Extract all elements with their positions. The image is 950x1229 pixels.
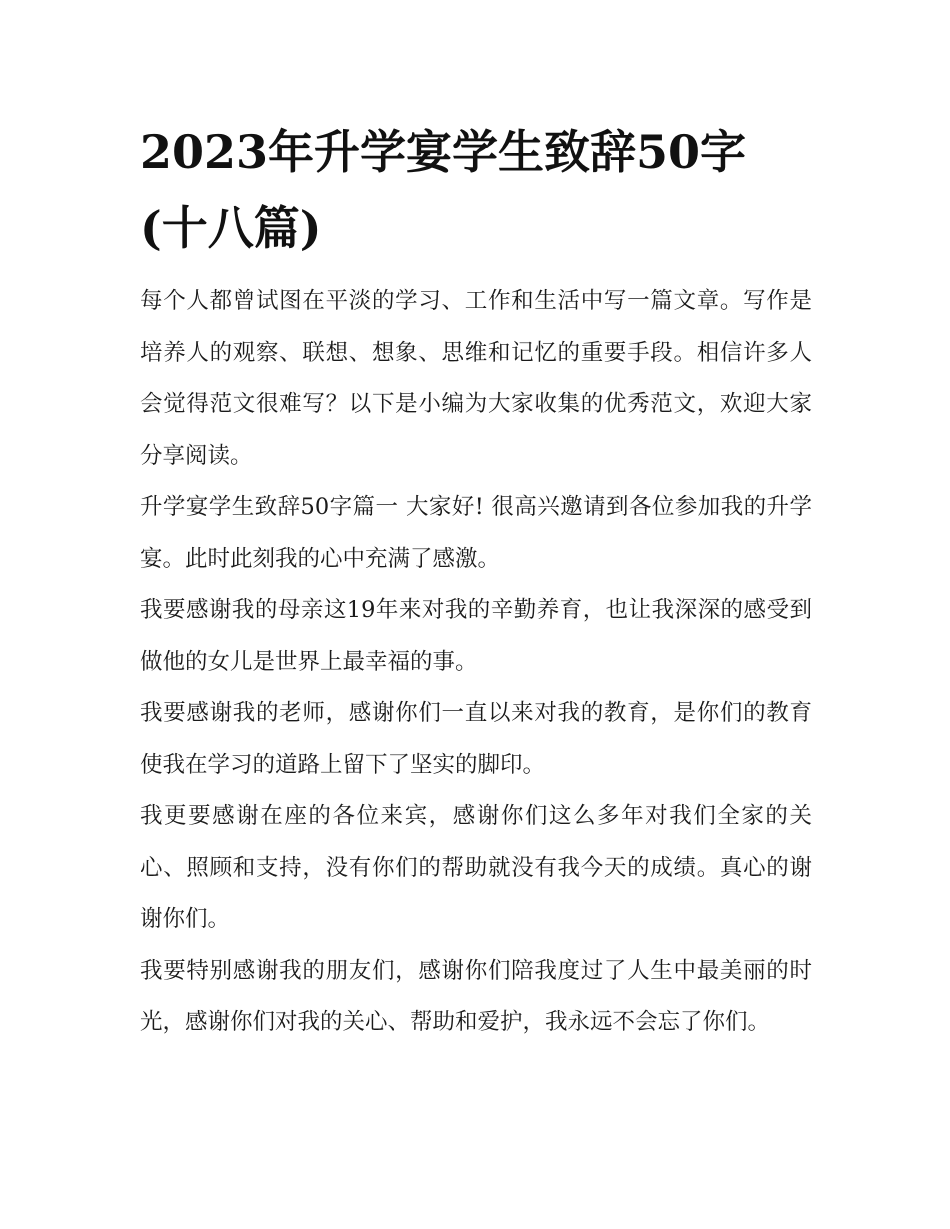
document-title: 2023年升学宴学生致辞50字(十八篇) [140, 125, 747, 255]
document-body [140, 114, 812, 1049]
paragraph-greeting: 升学宴学生致辞50字篇一 大家好! 很高兴邀请到各位参加我的升学宴。此时此刻我的心中充满了感激。 [140, 494, 812, 572]
paragraph-intro: 每个人都曾试图在平淡的学习、工作和生活中写一篇文章。写作是培养人的观察、联想、想象、思维和记忆的重要手段。相信许多人会觉得范文很难写？以下是小编为大家收集的优秀范文，欢迎大家分享阅读。 [140, 288, 812, 469]
paragraph-thanks-friends: 我要特别感谢我的朋友们，感谢你们陪我度过了人生中最美丽的时光，感谢你们对我的关心、帮助和爱护，我永远不会忘了你们。 [140, 957, 812, 1035]
paragraph-thanks-teachers: 我要感谢我的老师，感谢你们一直以来对我的教育，是你们的教育使我在学习的道路上留下了坚实的脚印。 [140, 700, 812, 778]
paragraph-thanks-guests: 我更要感谢在座的各位来宾，感谢你们这么多年对我们全家的关心、照顾和支持，没有你们的帮助就没有我今天的成绩。真心的谢谢你们。 [140, 803, 812, 932]
paragraph-thanks-mother: 我要感谢我的母亲这19年来对我的辛勤养育，也让我深深的感受到做他的女儿是世界上最幸福的事。 [140, 597, 812, 675]
